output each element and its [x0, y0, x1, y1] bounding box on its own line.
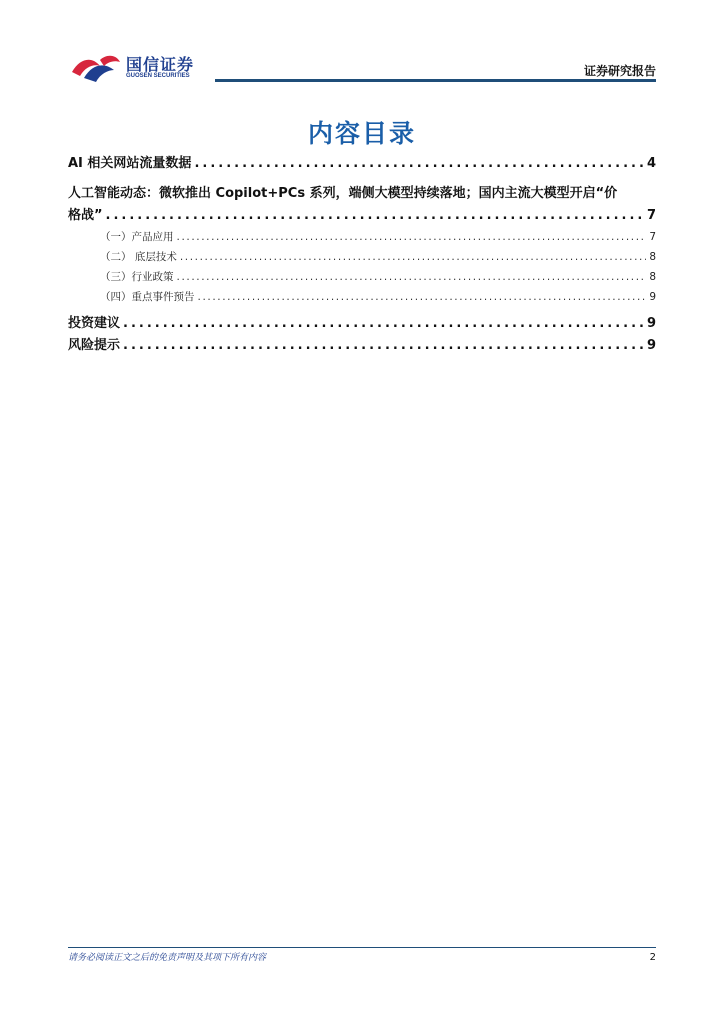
toc-entry-page: 4: [646, 156, 656, 171]
toc-entry-label: （二） 底层技术: [100, 251, 177, 263]
table-of-contents: [68, 153, 656, 357]
page-header: [0, 0, 724, 90]
toc-leader-dots: [180, 247, 646, 267]
logo-english-name: GUOSEN SECURITIES: [126, 73, 190, 79]
toc-leader-dots: [177, 227, 647, 247]
toc-subentry-events[interactable]: [68, 287, 656, 307]
toc-entry-label: （四）重点事件预告: [100, 291, 195, 303]
toc-entry-label: AI 相关网站流量数据: [68, 156, 192, 171]
toc-entry-ai-news[interactable]: [68, 205, 656, 227]
toc-entry-risk-warning[interactable]: [68, 335, 656, 357]
toc-entry-ai-traffic[interactable]: [68, 153, 656, 175]
toc-entry-page: 8: [649, 251, 656, 263]
toc-title: 内容目录: [307, 119, 416, 148]
toc-entry-label: 格战”: [68, 208, 103, 223]
toc-leader-dots: [123, 313, 644, 335]
page-number: 2: [649, 952, 656, 963]
toc-entry-ai-news-line1[interactable]: 人工智能动态：微软推出 Copilot+PCs 系列，端侧大模型持续落地；国内主流大模型开启“价: [68, 186, 618, 201]
toc-entry-page: 8: [649, 271, 656, 283]
toc-entry-label: 投资建议: [68, 316, 121, 331]
toc-entry-page: 9: [646, 316, 656, 331]
toc-subentry-technology[interactable]: [68, 247, 656, 267]
toc-leader-dots: [106, 205, 644, 227]
toc-entry-label: （三）行业政策: [100, 271, 174, 283]
header-divider: [215, 79, 656, 82]
toc-leader-dots: [198, 287, 647, 307]
report-type-label: 证券研究报告: [583, 64, 656, 78]
toc-leader-dots: [177, 267, 647, 287]
toc-entry-page: 9: [646, 338, 656, 353]
guosen-logo: [70, 50, 210, 86]
toc-subentry-product[interactable]: [68, 227, 656, 247]
toc-entry-page: 7: [649, 231, 656, 243]
toc-leader-dots: [123, 335, 644, 357]
guosen-logo-icon: [70, 52, 122, 84]
logo-chinese-name: 国信证券: [126, 55, 195, 74]
toc-entry-label: （一）产品应用: [100, 231, 174, 243]
toc-subentry-policy[interactable]: [68, 267, 656, 287]
footer-divider: [68, 947, 656, 948]
toc-entry-page: 9: [649, 291, 656, 303]
toc-leader-dots: [194, 153, 644, 175]
toc-entry-investment-advice[interactable]: [68, 313, 656, 335]
toc-entry-label: 风险提示: [68, 338, 121, 353]
footer-disclaimer: 请务必阅读正文之后的免责声明及其项下所有内容: [68, 953, 267, 963]
toc-entry-page: 7: [646, 208, 656, 223]
